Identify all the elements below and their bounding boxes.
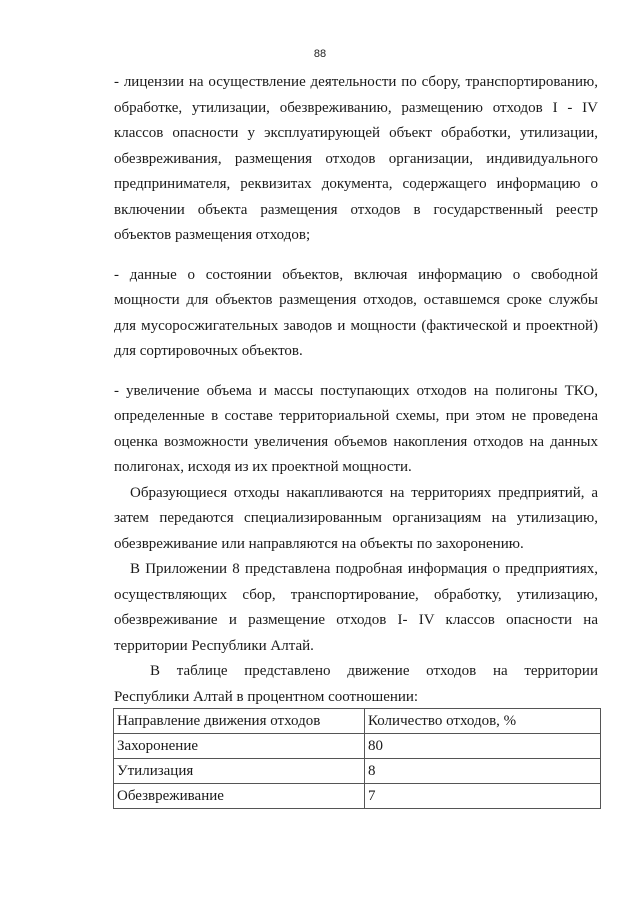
table-row [114, 784, 601, 809]
table-cell: 7 [365, 784, 601, 809]
paragraph-volume-increase: - увеличение объема и массы поступающих отходов на полигоны ТКО, определенные в составе территориальной схемы, при этом не проведена оценка возможности увеличения объемов накопления отходов на данных полигонах, исходя из их проектной мощности. [114, 382, 598, 475]
table-header-cell: Направление движения отходов [114, 709, 365, 734]
paragraph-table-intro: В таблице представлено движение отходов на территории Республики Алтай в процентном соотношении: [114, 663, 598, 705]
table-cell: 80 [365, 734, 601, 759]
table-header-cell: Количество отходов, % [365, 709, 601, 734]
page-number: 88 [313, 48, 327, 60]
paragraph-appendix-8: В Приложении 8 представлена подробная информация о предприятиях, осуществляющих сбор, транспортирование, обработку, утилизацию, обезвреживание и размещение отходов I- IV классов опасности на территории Республики Алтай. [114, 561, 598, 654]
paragraph-licenses: - лицензии на осуществление деятельности по сбору, транспортированию, обработке, утилизации, обезвреживанию, размещению отходов I - IV классов опасности у эксплуатирующей объект обработки, утилизации, обезвреживания, размещения отходов организации, индивидуального предпринимателя, реквизитах документа, содержащего информацию о включении объекта размещения отходов в государственный реестр объектов размещения отходов; [114, 74, 598, 243]
paragraph-waste-accumulation: Образующиеся отходы накапливаются на территориях предприятий, а затем передаются специализированным организациям на утилизацию, обезвреживание или направляются на объекты по захоронению. [114, 484, 598, 552]
table-cell: Обезвреживание [114, 784, 365, 809]
table-row [114, 759, 601, 784]
table-cell: Утилизация [114, 759, 365, 784]
table-row [114, 734, 601, 759]
table-header-row [114, 709, 601, 734]
page-body [114, 70, 598, 710]
table-cell: Захоронение [114, 734, 365, 759]
waste-movement-table [113, 708, 601, 809]
paragraph-object-state: - данные о состоянии объектов, включая информацию о свободной мощности для объектов размещения отходов, оставшемся сроке службы для мусоросжигательных заводов и мощности (фактической и проектной) для сортировочных объектов. [114, 266, 598, 359]
table-cell: 8 [365, 759, 601, 784]
